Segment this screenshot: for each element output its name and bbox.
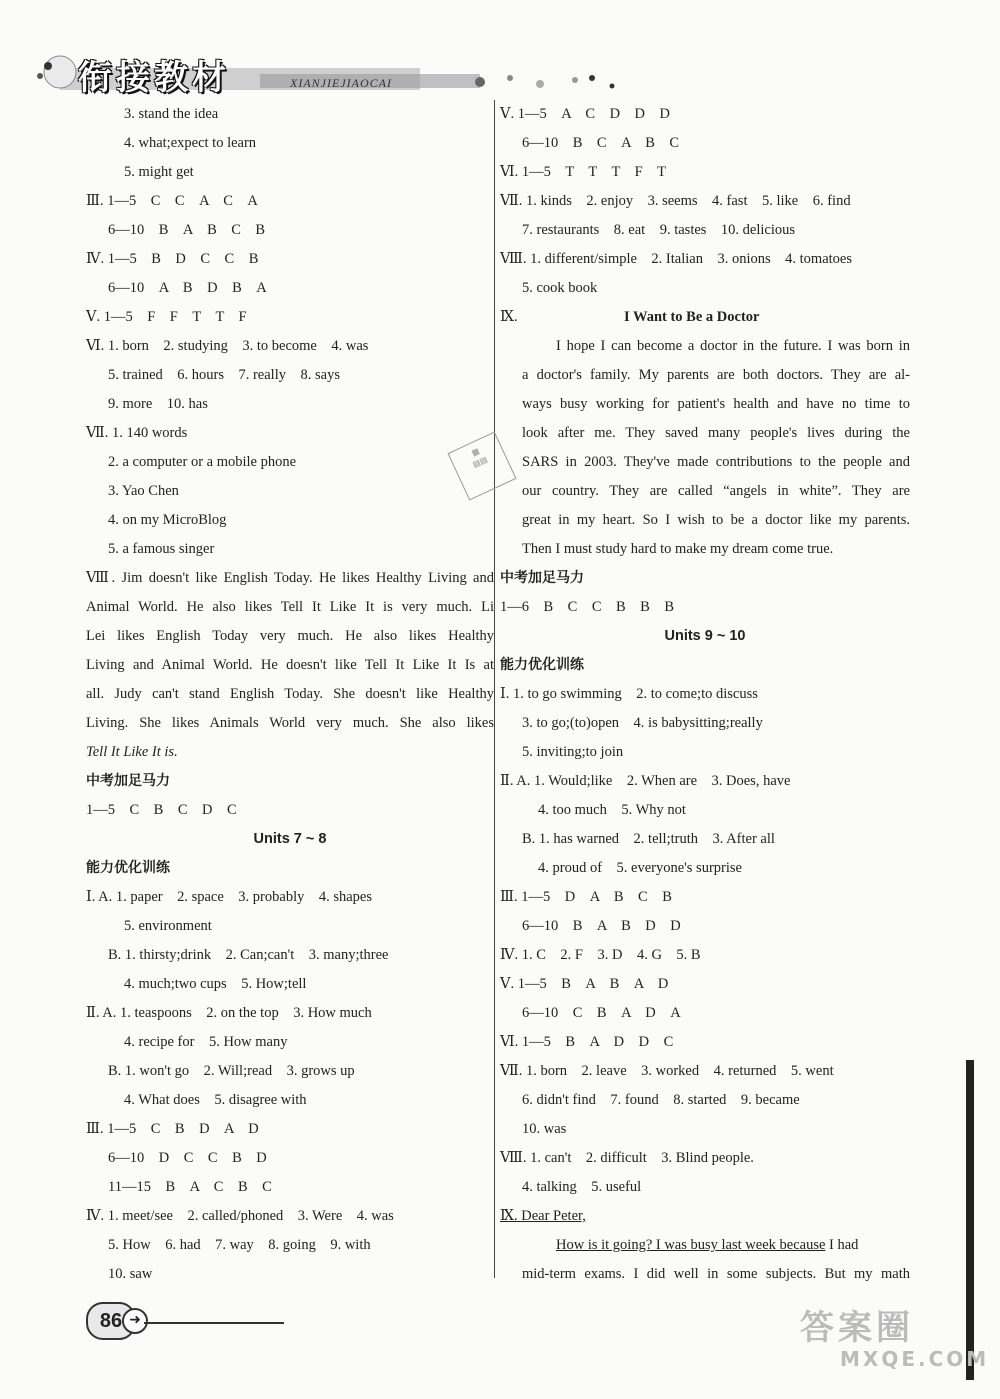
- footer-rule: [144, 1322, 284, 1324]
- answer-line: 4. recipe for 5. How many: [124, 1034, 288, 1050]
- answer-line: Ⅰ. 1. to go swimming 2. to come;to discuss: [500, 686, 758, 702]
- answer-line: Ⅳ. 1. meet/see 2. called/phoned 3. Were 4. was: [86, 1208, 394, 1224]
- letter-line: [500, 1231, 910, 1260]
- answer-line: 5. How 6. had 7. way 8. going 9. with: [108, 1237, 371, 1253]
- answer-line: 4. much;two cups 5. How;tell: [124, 976, 307, 992]
- answer-line: 4. What does 5. disagree with: [124, 1092, 307, 1108]
- answer-line: 6—10 B C A B C: [522, 135, 680, 151]
- answer-line: 4. what;expect to learn: [124, 135, 257, 151]
- answer-line: Ⅷ. Jim doesn't like English Today. He likes Healthy Living and: [86, 570, 494, 586]
- answer-line: 6—10 C B A D A: [522, 1005, 681, 1021]
- arrow-right-icon: ➜: [122, 1308, 148, 1334]
- answer-line: 1—6 B C C B B B: [500, 599, 675, 615]
- header-banner: [0, 38, 1000, 108]
- answer-line: 5. inviting;to join: [522, 744, 624, 760]
- essay-line: Then I must study hard to make my dream come true.: [522, 541, 834, 557]
- answer-line: 2. a computer or a mobile phone: [108, 454, 297, 470]
- answer-line: Ⅵ. 1. born 2. studying 3. to become 4. was: [86, 338, 369, 354]
- answer-line: 6—10 A B D B A: [108, 280, 267, 296]
- watermark: [800, 1300, 990, 1390]
- answer-line: 4. talking 5. useful: [522, 1179, 642, 1195]
- answer-line: Ⅳ. 1. C 2. F 3. D 4. G 5. B: [500, 947, 701, 963]
- left-column: [86, 100, 494, 1289]
- answer-line: 10. saw: [108, 1266, 153, 1282]
- column-divider: [494, 100, 495, 1278]
- answer-line: Ⅱ. A. 1. Would;like 2. When are 3. Does, have: [500, 773, 791, 789]
- answer-line: 7. restaurants 8. eat 9. tastes 10. delicious: [522, 222, 796, 238]
- answer-line: B. 1. has warned 2. tell;truth 3. After all: [522, 831, 775, 847]
- answer-line: Ⅶ. 1. born 2. leave 3. worked 4. returned 5. went: [500, 1063, 834, 1079]
- answer-line: B. 1. thirsty;drink 2. Can;can't 3. many;three: [108, 947, 389, 963]
- answer-line: Lei likes English Today very much. He also likes Healthy: [86, 628, 494, 644]
- answer-line: 5. might get: [124, 164, 194, 180]
- essay-title-line: [500, 303, 910, 332]
- answer-line: Ⅴ. 1—5 B A B A D: [500, 976, 669, 992]
- answer-line: Ⅲ. 1—5 D A B C B: [500, 889, 672, 905]
- answer-line: 6—10 B A B C B: [108, 222, 266, 238]
- section-heading: 能力优化训练: [86, 860, 170, 876]
- answer-line: Ⅰ. A. 1. paper 2. space 3. probably 4. shapes: [86, 889, 372, 905]
- units-title: Units 7 ~ 8: [253, 831, 327, 847]
- answer-line: Living and Animal World. He doesn't like Tell It Like It Is at: [86, 657, 494, 673]
- answer-line: Ⅶ. 1. kinds 2. enjoy 3. seems 4. fast 5. like 6. find: [500, 193, 851, 209]
- answer-line: 6. didn't find 7. found 8. started 9. became: [522, 1092, 800, 1108]
- section-number: Ⅸ.: [500, 309, 518, 325]
- essay-line: our country. They are called “angels in white”. They are: [522, 483, 910, 499]
- watermark-text: 答案圈: [800, 1308, 914, 1348]
- essay-title: I Want to Be a Doctor: [624, 309, 760, 325]
- answer-line: Ⅳ. 1—5 B D C C B: [86, 251, 259, 267]
- section-heading: 能力优化训练: [500, 657, 584, 673]
- stamp-seal: ▦ ▤▤: [447, 431, 516, 500]
- answer-line: Living. She likes Animals World very much. She also likes: [86, 715, 494, 731]
- answer-line: 9. more 10. has: [108, 396, 208, 412]
- banner-title: 衔接教材: [78, 58, 230, 98]
- answer-line: Ⅵ. 1—5 B A D D C: [500, 1034, 674, 1050]
- answer-line: Ⅷ. 1. can't 2. difficult 3. Blind people.: [500, 1150, 754, 1166]
- banner-subtitle: XIANJIEJIAOCAI: [290, 76, 392, 90]
- letter-greeting: Ⅸ. Dear Peter,: [500, 1208, 586, 1224]
- units-title: Units 9 ~ 10: [664, 628, 746, 644]
- watermark-url: MXQE.COM: [840, 1347, 990, 1371]
- answer-line: B. 1. won't go 2. Will;read 3. grows up: [108, 1063, 355, 1079]
- answer-line: 6—10 B A B D D: [522, 918, 681, 934]
- answer-line: Ⅲ. 1—5 C C A C A: [86, 193, 258, 209]
- answer-line: 5. a famous singer: [108, 541, 215, 557]
- answer-line: 3. Yao Chen: [108, 483, 179, 499]
- essay-line: great in my heart. So I wish to be a doctor like my parents.: [522, 512, 910, 528]
- page-number: 86: [86, 1302, 136, 1340]
- answer-line: 5. cook book: [522, 280, 598, 296]
- answer-line: Tell It Like It is.: [86, 744, 178, 760]
- right-column: [500, 100, 910, 1289]
- answer-line: 3. stand the idea: [124, 106, 219, 122]
- essay-line: look after me. They saved many people's lives during the: [522, 425, 910, 441]
- answer-line: Ⅵ. 1—5 T T T F T: [500, 164, 667, 180]
- answer-line: all. Judy can't stand English Today. She doesn't like Healthy: [86, 686, 494, 702]
- answer-line: Ⅱ. A. 1. teaspoons 2. on the top 3. How much: [86, 1005, 372, 1021]
- answer-line: 1—5 C B C D C: [86, 802, 237, 818]
- essay-line: ways busy working for patient's health and have no time to: [522, 396, 910, 412]
- letter-text: I had: [825, 1237, 859, 1253]
- answer-line: 10. was: [522, 1121, 567, 1137]
- section-heading: 中考加足马力: [86, 773, 170, 789]
- answer-line: 5. environment: [124, 918, 212, 934]
- answer-line: 4. too much 5. Why not: [538, 802, 686, 818]
- answer-line: Animal World. He also likes Tell It Like It is very much. Li: [86, 599, 494, 615]
- letter-line: mid-term exams. I did well in some subjects. But my math: [522, 1266, 910, 1282]
- answer-line: 11—15 B A C B C: [108, 1179, 272, 1195]
- answer-line: Ⅴ. 1—5 A C D D D: [500, 106, 670, 122]
- essay-line: a doctor's family. My parents are both doctors. They are al-: [522, 367, 910, 383]
- answer-line: Ⅲ. 1—5 C B D A D: [86, 1121, 259, 1137]
- answer-line: 3. to go;(to)open 4. is babysitting;really: [522, 715, 763, 731]
- answer-line: 6—10 D C C B D: [108, 1150, 267, 1166]
- answer-line: Ⅶ. 1. 140 words: [86, 425, 188, 441]
- section-heading: 中考加足马力: [500, 570, 584, 586]
- answer-line: 5. trained 6. hours 7. really 8. says: [108, 367, 340, 383]
- essay-line: SARS in 2003. They've made contributions to the people and: [522, 454, 910, 470]
- answer-line: 4. proud of 5. everyone's surprise: [538, 860, 742, 876]
- answer-line: 4. on my MicroBlog: [108, 512, 227, 528]
- essay-line: I hope I can become a doctor in the future. I was born in: [556, 338, 910, 354]
- answer-line: Ⅴ. 1—5 F F T T F: [86, 309, 247, 325]
- answer-line: Ⅷ. 1. different/simple 2. Italian 3. onions 4. tomatoes: [500, 251, 852, 267]
- letter-underlined-text: How is it going? I was busy last week because: [556, 1237, 826, 1253]
